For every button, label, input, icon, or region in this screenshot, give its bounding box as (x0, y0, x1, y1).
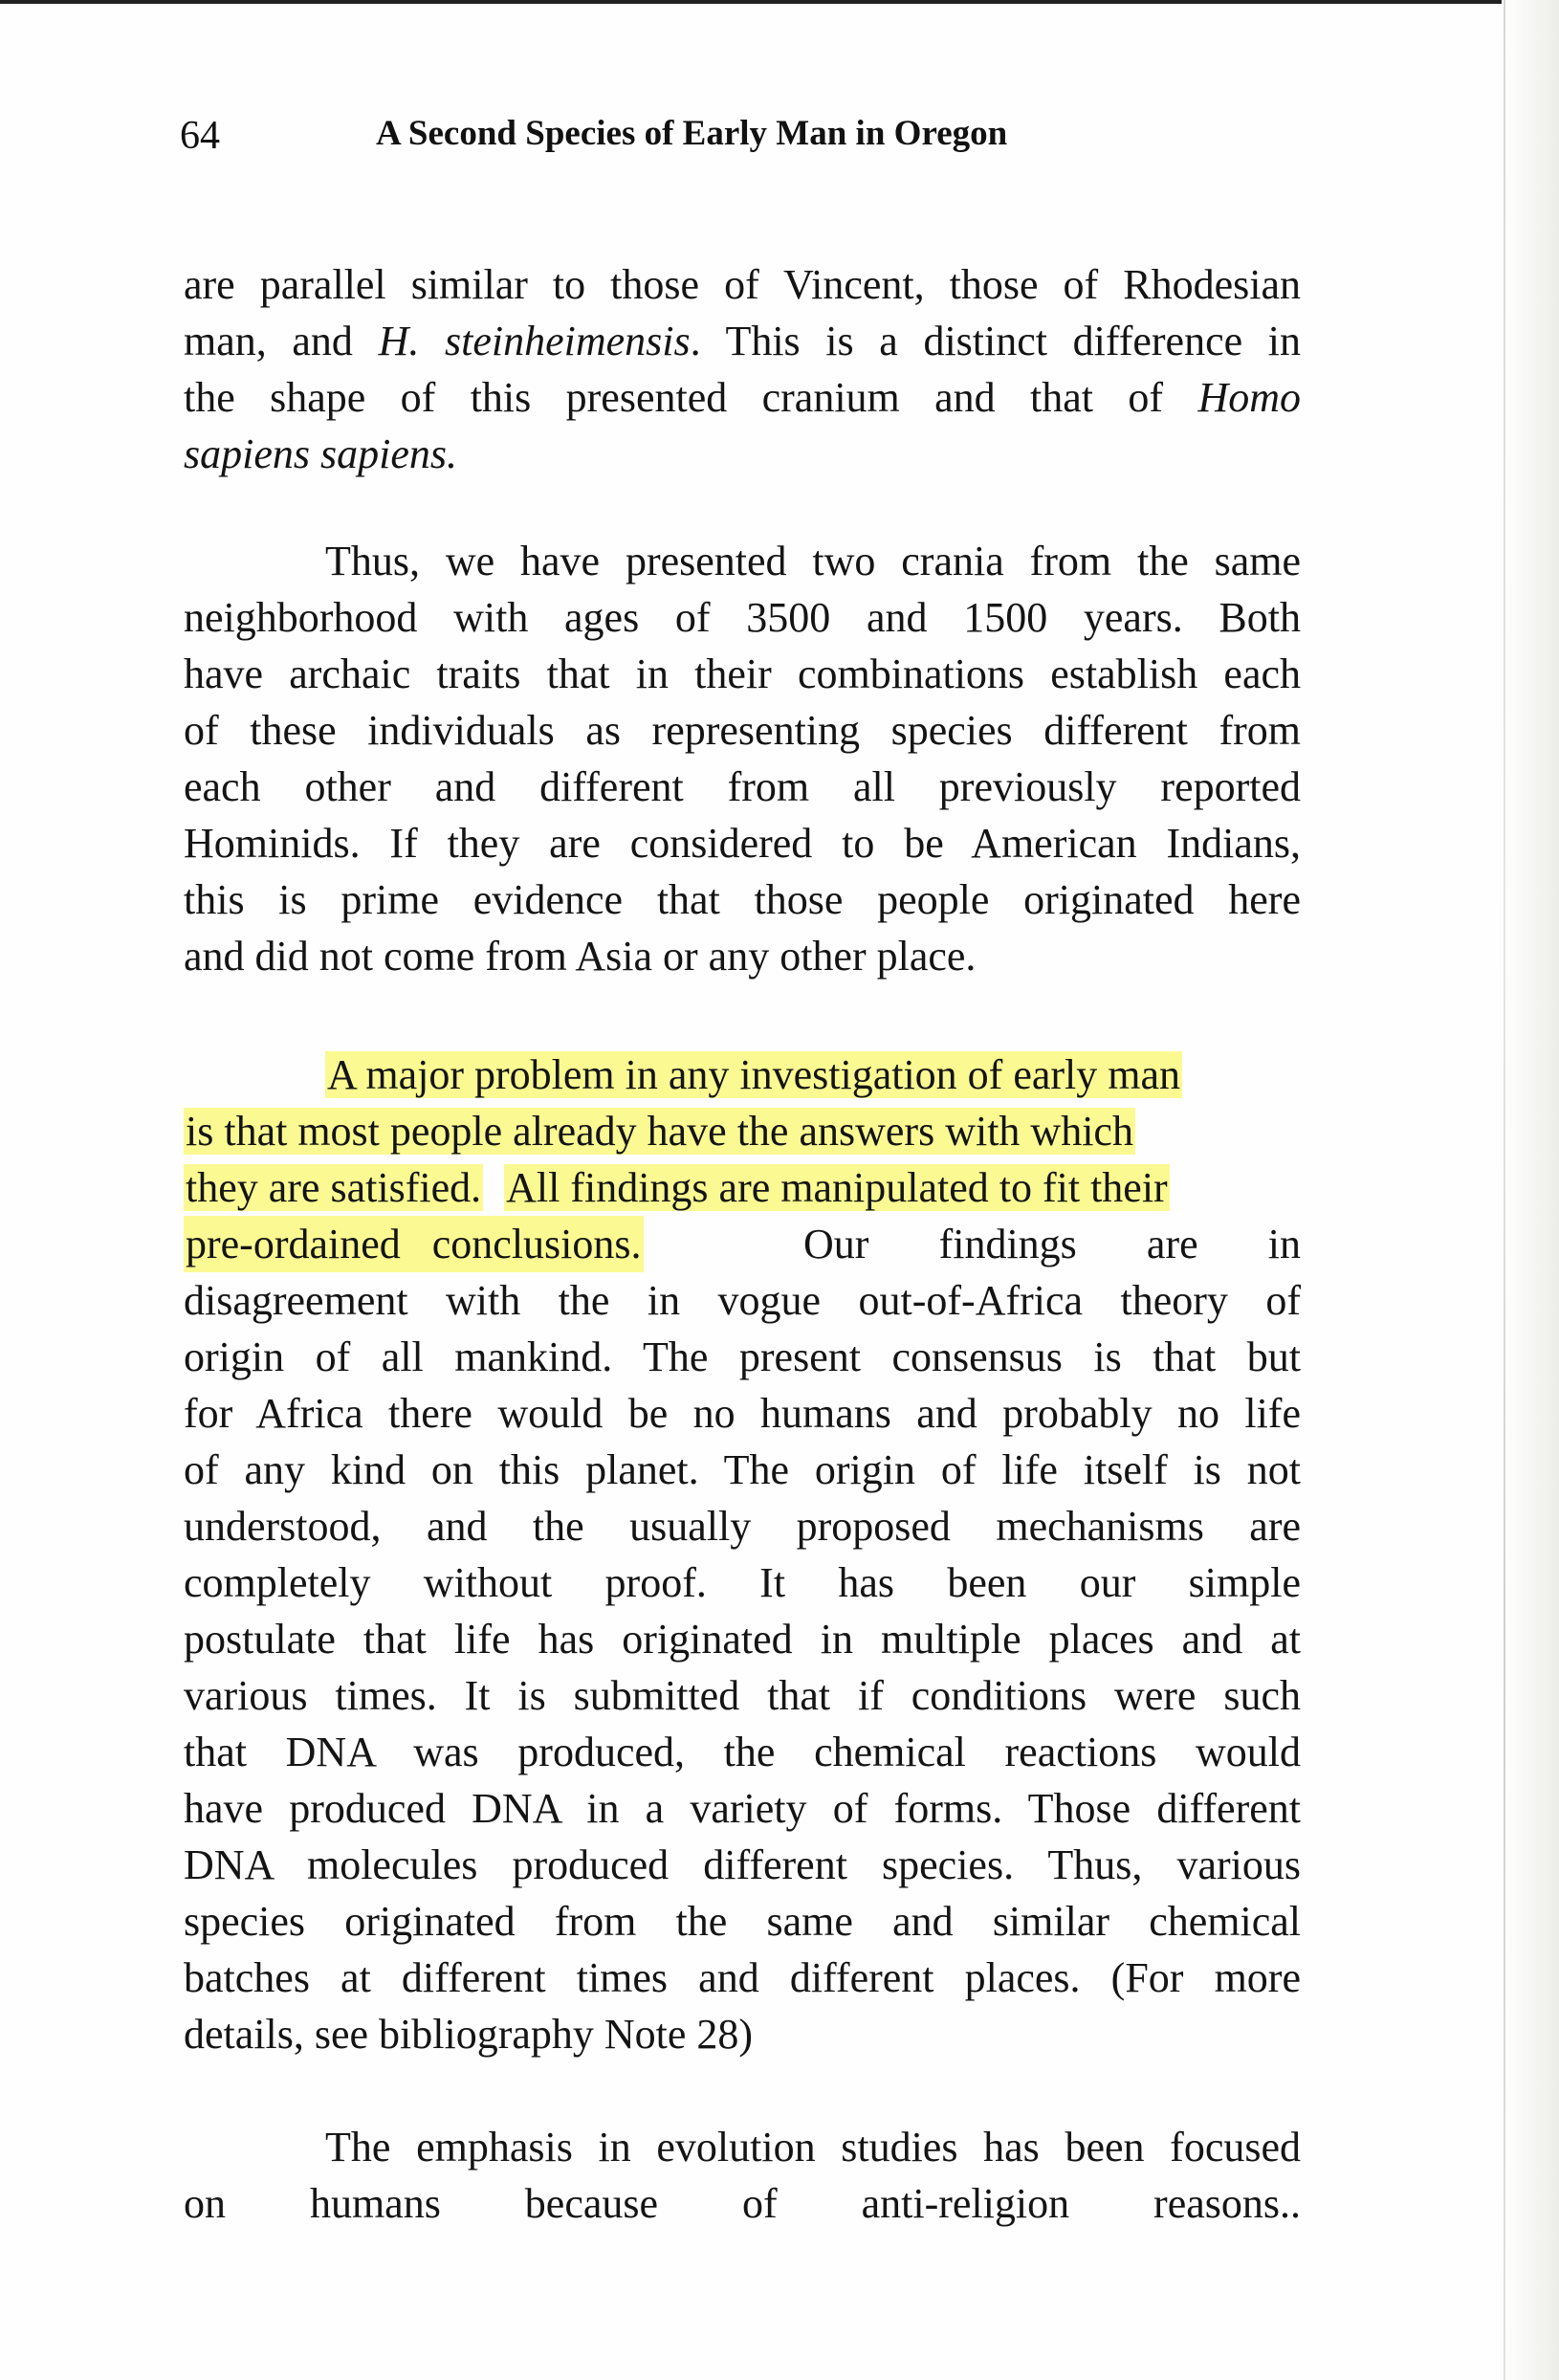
text-line (184, 1159, 1301, 1216)
highlighted-text: pre-ordained conclusions. (184, 1216, 644, 1272)
page-edge-shadow (1502, 0, 1559, 2380)
text-line: on humans because of anti-religion reasons.. (184, 2180, 1301, 2227)
highlighted-text: A major problem in any investigation of early man (327, 1051, 1181, 1098)
text-line: neighborhood with ages of 3500 and 1500 years. Both (184, 594, 1301, 641)
text-line (184, 1047, 1301, 1103)
text-line: have produced DNA in a variety of forms. Those different (184, 1785, 1301, 1832)
text-line: and did not come from Asia or any other place. (184, 933, 977, 980)
text-line: various times. It is submitted that if conditions were such (184, 1672, 1301, 1719)
highlighted-text: is that most people already have the answers with which (186, 1108, 1133, 1155)
species-name: sapiens sapiens. (184, 430, 457, 477)
paragraph-2 (184, 533, 1301, 984)
text-line: The emphasis in evolution studies has been focused (325, 2124, 1301, 2171)
text-line: of any kind on this planet. The origin of life itself is not (184, 1446, 1301, 1493)
text-line: each other and different from all previously reported (184, 763, 1301, 810)
text-line (184, 1103, 1301, 1159)
text-line: have archaic traits that in their combinations establish each (184, 650, 1301, 697)
page-edge-line (1504, 0, 1505, 2380)
text-line: pre-ordained conclusions. Our findings are in (184, 1216, 1301, 1272)
text-line: disagreement with the in vogue out-of-Africa theory of (184, 1277, 1301, 1324)
species-name: Homo (1197, 374, 1301, 421)
text-line: origin of all mankind. The present consensus is that but (184, 1333, 1301, 1380)
text-line: species originated from the same and similar chemical (184, 1898, 1301, 1945)
running-title: A Second Species of Early Man in Oregon (376, 114, 1008, 153)
text-line: that DNA was produced, the chemical reactions would (184, 1729, 1301, 1775)
highlighted-text: All findings are manipulated to fit their (506, 1164, 1168, 1211)
text-line: this is prime evidence that those people originated here (184, 876, 1301, 923)
top-border (0, 0, 1502, 4)
text-line: man, and H. steinheimensis. This is a distinct difference in (184, 318, 1301, 364)
text-line: understood, and the usually proposed mechanisms are (184, 1503, 1301, 1550)
text-line (184, 426, 1301, 482)
page-number: 64 (180, 114, 220, 158)
species-name: H. steinheimensis (378, 318, 691, 364)
text-line: of these individuals as representing species different from (184, 707, 1301, 754)
text-line: batches at different times and different places. (For more (184, 1954, 1301, 2001)
text-line: Thus, we have presented two crania from the same (325, 538, 1301, 584)
text-line: completely without proof. It has been our simple (184, 1559, 1301, 1606)
text-line: the shape of this presented cranium and that of Homo (184, 374, 1301, 421)
paragraph-1 (184, 256, 1301, 482)
text-line: details, see bibliography Note 28) (184, 2011, 754, 2058)
highlighted-text: they are satisfied. (186, 1164, 482, 1211)
text-line: for Africa there would be no humans and probably no life (184, 1390, 1301, 1437)
text-line: postulate that life has originated in multiple places and at (184, 1616, 1301, 1663)
paragraph-4 (184, 2119, 1301, 2232)
text-line: are parallel similar to those of Vincent, those of Rhodesian (184, 261, 1301, 308)
paragraph-3 (184, 1047, 1301, 2062)
text-line: DNA molecules produced different species. Thus, various (184, 1841, 1301, 1888)
text-line: Hominids. If they are considered to be American Indians, (184, 820, 1301, 867)
